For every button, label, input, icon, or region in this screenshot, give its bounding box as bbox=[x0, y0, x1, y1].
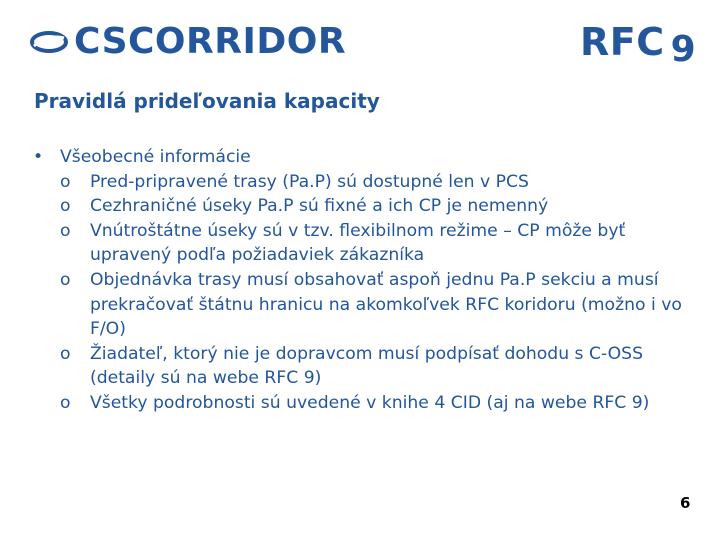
bullet-dot-icon: • bbox=[33, 147, 44, 167]
list-item-text: Cezhraničné úseky Pa.P sú fixné a ich CP je nemenný bbox=[90, 196, 549, 217]
logo-rfc-number: 9 bbox=[670, 29, 696, 70]
bullet-circle-icon: o bbox=[60, 343, 71, 364]
slide-title: Pravidlá prideľovania kapacity bbox=[34, 89, 380, 113]
page-number: 6 bbox=[680, 494, 691, 512]
cs-corridor-logo bbox=[30, 20, 346, 64]
bullet-circle-icon: o bbox=[60, 220, 71, 241]
bullet-circle-icon: o bbox=[60, 171, 71, 192]
list-item-text: Žiadateľ, ktorý nie je dopravcom musí podpísať dohodu s C-OSS (detaily sú na webe RFC 9) bbox=[90, 343, 644, 389]
cs-corridor-swoosh-icon bbox=[30, 30, 68, 54]
section-heading: Všeobecné informácie bbox=[60, 147, 251, 167]
list-item bbox=[33, 268, 683, 342]
section-heading-row bbox=[33, 145, 683, 170]
list-item bbox=[33, 219, 683, 268]
list-item-text: Všetky podrobnosti sú uvedené v knihe 4 CID (aj na webe RFC 9) bbox=[90, 392, 650, 413]
sub-bullet-list bbox=[33, 170, 683, 416]
slide-content bbox=[33, 145, 683, 416]
logo-rfc-text: RFC bbox=[580, 20, 665, 64]
rfc9-logo bbox=[580, 20, 696, 72]
list-item bbox=[33, 170, 683, 195]
bullet-circle-icon: o bbox=[60, 196, 71, 217]
logo-cs-text: CS bbox=[74, 21, 129, 62]
cs-corridor-wordmark bbox=[74, 20, 346, 64]
bullet-circle-icon: o bbox=[60, 392, 71, 413]
logo-corridor-text: CORRIDOR bbox=[128, 21, 347, 62]
bullet-circle-icon: o bbox=[60, 269, 71, 290]
list-item bbox=[33, 342, 683, 391]
list-item-text: Vnútroštátne úseky sú v tzv. flexibilnom režime – CP môže byť upravený podľa požiadaviek zákazníka bbox=[90, 220, 626, 266]
list-item bbox=[33, 194, 683, 219]
list-item-text: Objednávka trasy musí obsahovať aspoň jednu Pa.P sekciu a musí prekračovať štátnu hranicu na akomkoľvek RFC koridoru (možno i vo F/O) bbox=[90, 269, 682, 340]
list-item-text: Pred-pripravené trasy (Pa.P) sú dostupné len v PCS bbox=[90, 171, 529, 192]
list-item bbox=[33, 391, 683, 416]
